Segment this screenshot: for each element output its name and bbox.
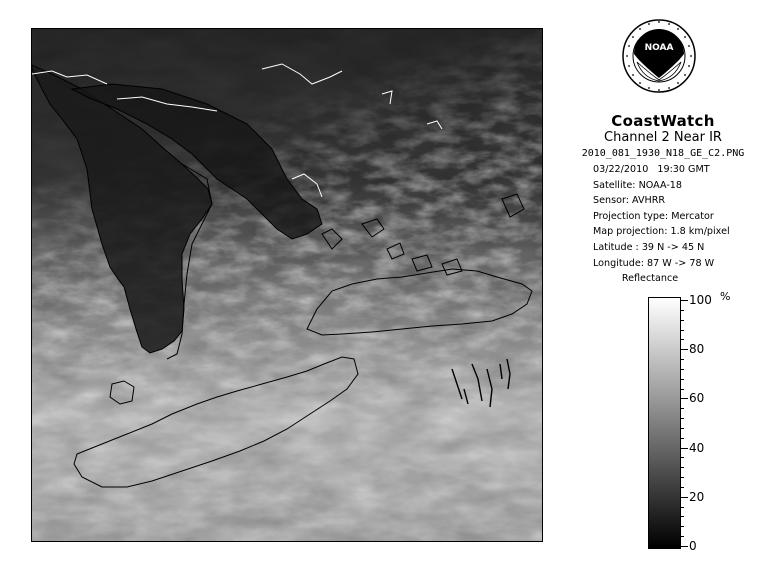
- colorbar-minor-tick: [681, 438, 684, 439]
- info-panel: [548, 112, 778, 159]
- date: 03/22/2010: [593, 164, 649, 175]
- colorbar-tick-label: 40: [689, 440, 705, 455]
- channel-label: Channel 2 Near IR: [604, 130, 722, 145]
- satellite-map[interactable]: [31, 28, 543, 542]
- colorbar-minor-tick: [681, 526, 684, 527]
- colorbar-minor-tick: [681, 369, 684, 370]
- colorbar-tick-label: 100: [689, 293, 712, 307]
- colorbar-major-tick: [681, 398, 688, 399]
- colorbar-minor-tick: [681, 320, 684, 321]
- colorbar: [648, 297, 681, 549]
- map-projection: Map projection: 1.8 km/pixel: [593, 226, 730, 238]
- datetime-row: [593, 162, 778, 178]
- latitude: Latitude : 39 N -> 45 N: [593, 241, 705, 253]
- colorbar-minor-tick: [681, 487, 684, 488]
- colorbar-major-tick: [681, 300, 688, 301]
- time: 19:30 GMT: [657, 164, 710, 175]
- sensor: Sensor: AVHRR: [593, 195, 666, 207]
- colorbar-minor-tick: [681, 379, 684, 380]
- colorbar-major-tick: [681, 448, 688, 449]
- colorbar-minor-tick: [681, 418, 684, 419]
- colorbar-major-tick: [681, 546, 688, 547]
- colorbar-minor-tick: [681, 477, 684, 478]
- colorbar-minor-tick: [681, 408, 684, 409]
- colorbar-tick-label: 80: [689, 342, 705, 357]
- colorbar-tick-label: 0: [689, 539, 697, 553]
- colorbar-minor-tick: [681, 339, 684, 340]
- colorbar-major-tick: [681, 349, 688, 350]
- colorbar-minor-tick: [681, 389, 684, 390]
- filename: 2010_081_1930_N18_GE_C2.PNG: [581, 148, 745, 159]
- noaa-logo: [621, 18, 697, 112]
- colorbar-minor-tick: [681, 330, 684, 331]
- metadata-block: [593, 162, 778, 271]
- map-canvas: [32, 29, 543, 542]
- colorbar-tick-label: 20: [689, 489, 705, 504]
- colorbar-minor-tick: [681, 536, 684, 537]
- colorbar-tick-label: 60: [689, 391, 705, 406]
- colorbar-minor-tick: [681, 467, 684, 468]
- projection-type: Projection type: Mercator: [593, 210, 714, 222]
- logo-center-text: NOAA: [644, 43, 674, 53]
- colorbar-minor-tick: [681, 457, 684, 458]
- colorbar-unit: %: [720, 290, 731, 303]
- colorbar-minor-tick: [681, 507, 684, 508]
- colorbar-minor-tick: [681, 359, 684, 360]
- satellite: Satellite: NOAA-18: [593, 179, 682, 191]
- colorbar-minor-tick: [681, 516, 684, 517]
- longitude: Longitude: 87 W -> 78 W: [593, 257, 715, 269]
- colorbar-minor-tick: [681, 310, 684, 311]
- colorbar-minor-tick: [681, 428, 684, 429]
- brand-title: CoastWatch: [611, 112, 715, 130]
- colorbar-title: Reflectance: [621, 273, 679, 284]
- colorbar-major-tick: [681, 497, 688, 498]
